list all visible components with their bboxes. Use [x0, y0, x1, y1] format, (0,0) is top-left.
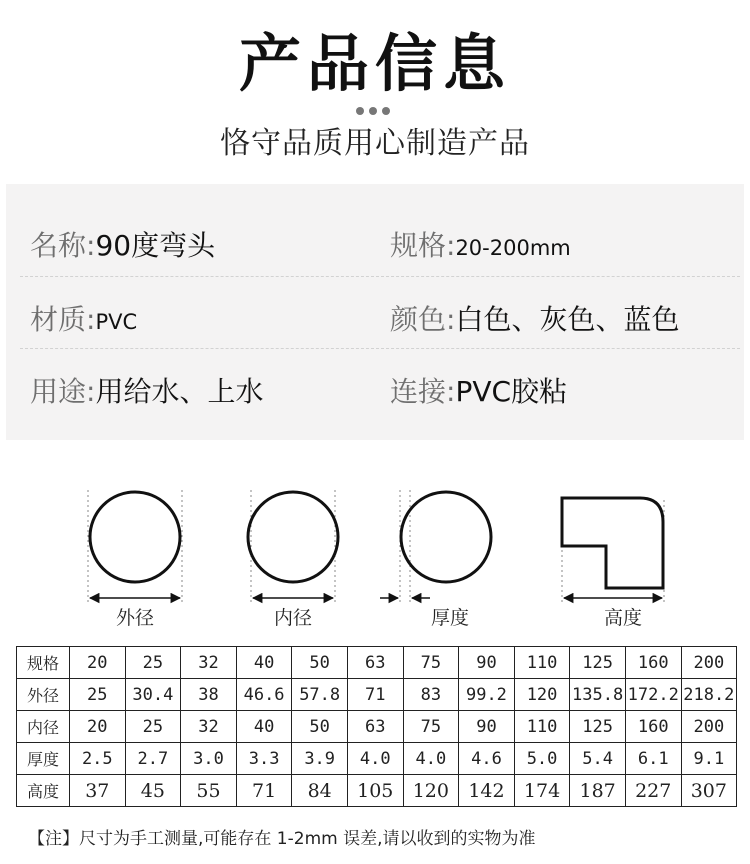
table-cell: 40 [236, 711, 292, 743]
info-use [30, 370, 263, 410]
table-cell: 4.6 [459, 743, 515, 775]
table-row [17, 775, 737, 807]
product-info-panel [6, 184, 744, 440]
spec-table [16, 646, 737, 807]
table-cell: 110 [514, 647, 570, 679]
table-cell: 172.2 [625, 679, 681, 711]
connect-label: 连接: [390, 375, 456, 408]
row-header: 高度 [17, 775, 70, 807]
elbow-height-icon [562, 498, 664, 602]
table-cell: 71 [236, 775, 292, 807]
table-row [17, 679, 737, 711]
thickness-label: 厚度 [430, 607, 469, 629]
table-cell: 227 [625, 775, 681, 807]
table-cell: 25 [125, 647, 181, 679]
height-label: 高度 [603, 607, 642, 629]
table-cell: 3.9 [292, 743, 348, 775]
divider [20, 276, 740, 277]
table-cell: 46.6 [236, 679, 292, 711]
table-cell: 120 [403, 775, 459, 807]
table-cell: 105 [347, 775, 403, 807]
table-cell: 160 [625, 647, 681, 679]
table-cell: 63 [347, 711, 403, 743]
table-cell: 120 [514, 679, 570, 711]
circle-outer-diameter-icon [88, 490, 182, 602]
name-value: 90度弯头 [95, 229, 216, 262]
table-cell: 57.8 [292, 679, 348, 711]
table-cell: 3.0 [181, 743, 237, 775]
row-header: 外径 [17, 679, 70, 711]
table-cell: 4.0 [347, 743, 403, 775]
name-label: 名称: [30, 229, 96, 262]
material-label: 材质: [30, 303, 96, 336]
table-cell: 125 [570, 711, 626, 743]
table-cell: 37 [70, 775, 126, 807]
row-header: 厚度 [17, 743, 70, 775]
connect-value: PVC胶粘 [455, 375, 568, 408]
table-cell: 174 [514, 775, 570, 807]
table-cell: 200 [681, 711, 737, 743]
color-value: 白色、灰色、蓝色 [455, 303, 680, 336]
table-cell: 30.4 [125, 679, 181, 711]
table-cell: 55 [181, 775, 237, 807]
outer-diameter-label: 外径 [115, 607, 154, 629]
table-cell: 307 [681, 775, 737, 807]
table-cell: 75 [403, 647, 459, 679]
table-cell: 25 [125, 711, 181, 743]
info-row [6, 206, 744, 276]
table-cell: 84 [292, 775, 348, 807]
row-header: 内径 [17, 711, 70, 743]
table-cell: 5.4 [570, 743, 626, 775]
table-cell: 20 [70, 711, 126, 743]
table-cell: 9.1 [681, 743, 737, 775]
table-cell: 32 [181, 711, 237, 743]
table-cell: 90 [459, 711, 515, 743]
table-cell: 5.0 [514, 743, 570, 775]
table-cell: 200 [681, 647, 737, 679]
circle-inner-diameter-icon [248, 490, 338, 602]
table-row [17, 711, 737, 743]
color-label: 颜色: [390, 303, 456, 336]
page-subtitle: 恪守品质用心制造产品 [220, 126, 530, 161]
table-cell: 99.2 [459, 679, 515, 711]
use-label: 用途: [30, 375, 96, 408]
circle-thickness-icon [380, 490, 491, 602]
table-cell: 38 [181, 679, 237, 711]
table-cell: 83 [403, 679, 459, 711]
table-cell: 63 [347, 647, 403, 679]
table-row [17, 743, 737, 775]
table-cell: 45 [125, 775, 181, 807]
measurement-note: 【注】尺寸为手工测量,可能存在 1-2mm 误差,请以收到的实物为准 [28, 829, 536, 849]
spec-value: 20-200mm [455, 236, 571, 260]
info-name [30, 224, 215, 264]
table-cell: 3.3 [236, 743, 292, 775]
inner-diameter-label: 内径 [273, 607, 312, 629]
table-cell: 50 [292, 711, 348, 743]
table-cell: 25 [70, 679, 126, 711]
table-cell: 6.1 [625, 743, 681, 775]
table-cell: 90 [459, 647, 515, 679]
table-cell: 71 [347, 679, 403, 711]
table-row [17, 647, 737, 679]
material-value: PVC [95, 310, 138, 334]
page-title: 产品信息 [238, 27, 511, 100]
row-header: 规格 [17, 647, 70, 679]
table-cell: 160 [625, 711, 681, 743]
info-color [390, 298, 679, 338]
table-cell: 110 [514, 711, 570, 743]
table-cell: 187 [570, 775, 626, 807]
table-cell: 2.5 [70, 743, 126, 775]
table-cell: 2.7 [125, 743, 181, 775]
spec-label: 规格: [390, 229, 456, 262]
table-cell: 32 [181, 647, 237, 679]
table-cell: 20 [70, 647, 126, 679]
use-value: 用给水、上水 [95, 375, 264, 408]
table-cell: 40 [236, 647, 292, 679]
info-connect [390, 370, 567, 410]
info-row [6, 352, 744, 422]
table-cell: 135.8 [570, 679, 626, 711]
info-spec [390, 224, 571, 264]
table-cell: 218.2 [681, 679, 737, 711]
table-cell: 4.0 [403, 743, 459, 775]
decorative-dots [356, 100, 395, 119]
table-cell: 75 [403, 711, 459, 743]
table-cell: 142 [459, 775, 515, 807]
info-row [6, 280, 744, 350]
table-cell: 50 [292, 647, 348, 679]
dimension-diagrams [0, 480, 750, 630]
info-material [30, 298, 137, 338]
table-cell: 125 [570, 647, 626, 679]
